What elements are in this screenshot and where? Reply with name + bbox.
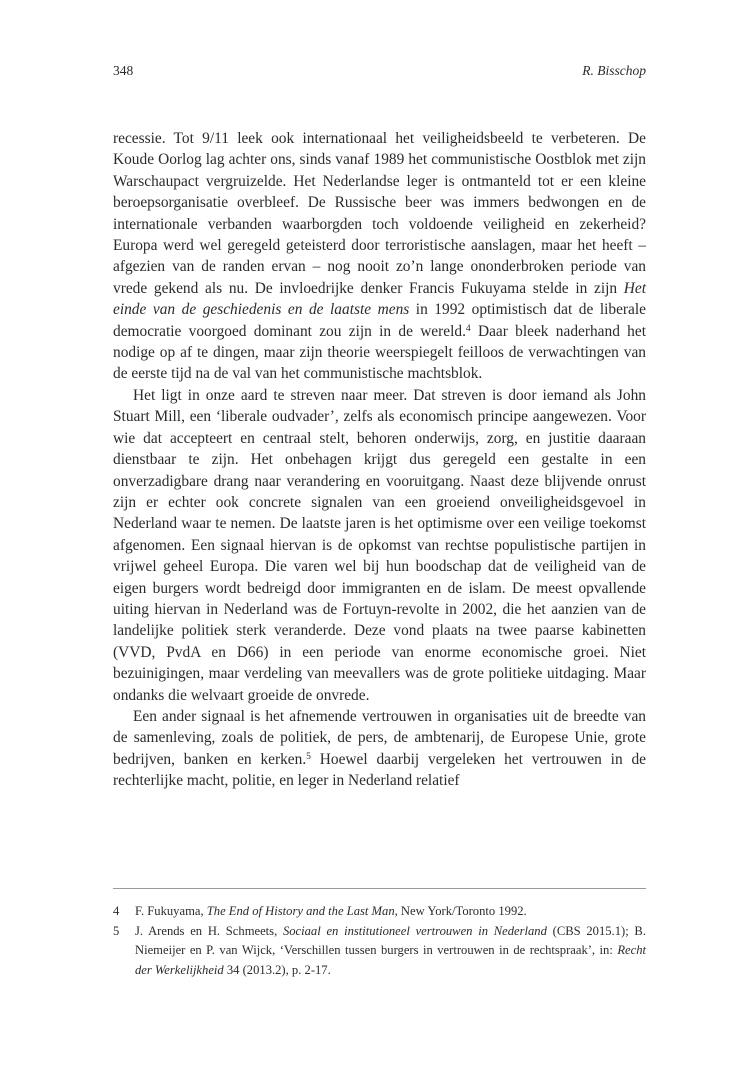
paragraph-text: recessie. Tot 9/11 leek ook internationaal het veiligheidsbeeld te verbeteren. De Koude Oorlog lag achter ons, sinds vanaf 1989 het communistische Oostblok met zijn Warschaupact vergruizelde. Het Nederlandse leger is ontmanteld tot er een kleine beroepsorganisatie overbleef. De Russische beer was immers bedwongen en de internationale verbanden waarborgden toch voldoende veiligheid en zekerheid? Europa werd wel geregeld geteisterd door terroristische aanslagen, maar het heeft – afgezien van de randen ervan – nog nooit zo’n lange ononderbroken periode van vrede gekend als nu. De invloedrijke denker Francis Fukuyama stelde in zijn [113,130,646,297]
paragraph-text: in 1992 optimistisch dat de liberale democratie voorgoed dominant zou zijn in de wereld. [113,301,646,340]
main-text [113,128,646,792]
paragraph [113,128,646,385]
footnote-number: 4 [113,904,120,918]
paragraph-text: Daar bleek naderhand het nodige op af te dingen, maar zijn theorie weerspiegelt feilloos de verwachtingen van de eerste tijd na de val van het communistische machtsblok. [113,322,646,383]
paragraph-text: Hoewel daarbij vergeleken het vertrouwen in de rechterlijke macht, politie, en leger in Nederland relatief [113,750,647,790]
footnotes [113,902,646,980]
footnote-text: F. Fukuyama, [135,904,207,918]
book-title: Het einde van de geschiedenis en de laatste mens [113,279,646,319]
footnote [113,902,646,922]
footnote-text: (CBS 2015.1); B. Niemeijer en P. van Wijck, ‘Verschillen tussen burgers in vertrouwen in de rechtspraak’, in: [135,923,646,958]
paragraph: Het ligt in onze aard te streven naar meer. Dat streven is door iemand als John Stuart Mill, een ‘liberale oudvader’, zelfs als economisch principe aangewezen. Voor wie dat accepteert en centraal stelt, behoren onderwijs, zorg, en justitie daaraan dienstbaar te zijn. Het onbehagen krijgt dus geregeld een gestalte in een onverzadigbare drang naar verandering en vooruitgang. Naast deze blijvende onrust zijn er echter ook concrete signalen van een groeiend onveiligheidsgevoel in Nederland waar te nemen. De laatste jaren is het optimisme over een veilige toekomst afgenomen. Een signaal hiervan is de opkomst van rechtse populistische partijen in vrijwel geheel Europa. Die varen wel bij hun boodschap dat de veiligheid van de eigen burgers wordt bedreigd door immigranten en de islam. De meest opvallende uiting hiervan in Nederland was de Fortuyn-revolte in 2002, die het aanzien van de landelijke politiek sterk veranderde. Deze vond plaats na twee paarse kabinetten (VVD, PvdA en D66) in een periode van enorme economische groei. Niet bezuinigingen, maar verdeling van meevallers was de grote politieke uitdaging. Maar ondanks die welvaart groeide de onvrede. [113,386,646,704]
footnote-text: J. Arends en H. Schmeets, [135,923,283,938]
footnote-divider [113,888,646,889]
paragraph [113,706,646,792]
footnote-text: , New York/Toronto 1992. [394,904,527,918]
report-title: Sociaal en institutioneel vertrouwen in Nederland [282,923,547,938]
footnote [113,922,646,981]
footnote-ref[interactable]: 4 [465,322,471,334]
footnote-ref[interactable]: 5 [306,750,311,762]
book-title: The End of History and the Last Man [206,904,395,918]
journal-title: Recht der Werkelijkheid [135,943,646,977]
footnote-number: 5 [113,923,120,938]
running-author: R. Bisschop [582,63,646,78]
footnote-text: 34 (2013.2), p. 2-17. [223,962,331,977]
paragraph-text: Een ander signaal is het afnemende vertrouwen in organisaties uit de breedte van de samenleving, zoals de politiek, de pers, de ambtenarij, de Europese Unie, grote bedrijven, banken en kerken. [113,707,646,768]
page-number: 348 [113,63,134,78]
